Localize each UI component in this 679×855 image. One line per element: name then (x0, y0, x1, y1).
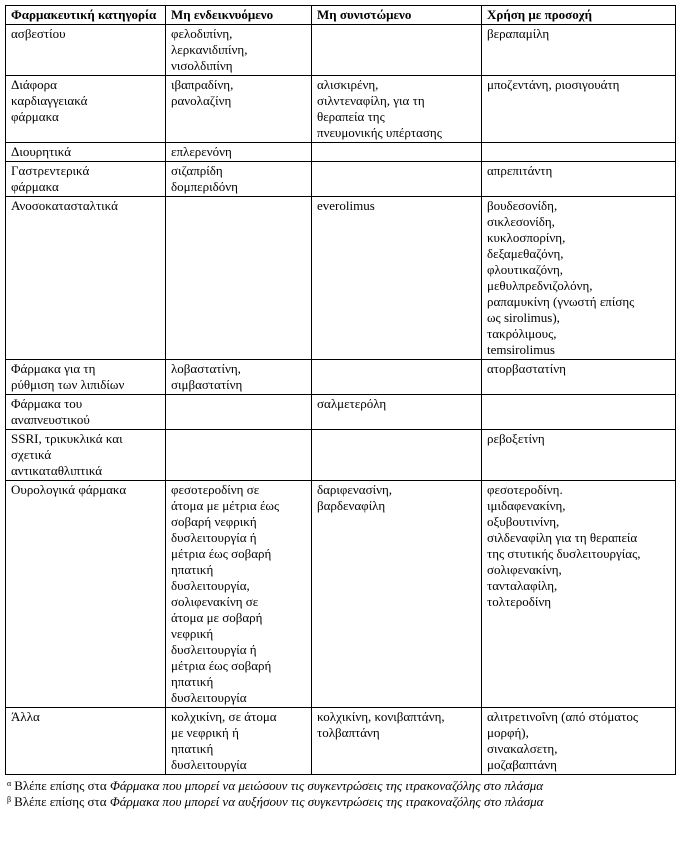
cell-use-with-caution (482, 360, 676, 395)
cell-not-indicated (166, 76, 312, 143)
cell-text: φεσοτεροδίνη. ιμιδαφενακίνη, οξυβουτινίνη, σιλδεναφίλη για τη θεραπεία της στυτικής δυσλειτουργίας, σολιφενακίνη, τανταλαφίλη, τολτεροδίνη (487, 482, 641, 609)
cell-text: Ουρολογικά φάρμακα (11, 482, 127, 497)
cell-use-with-caution (482, 708, 676, 775)
cell-drug-category (6, 143, 166, 162)
cell-drug-category (6, 25, 166, 76)
table-row (6, 481, 676, 708)
cell-text: βουδεσονίδη, σικλεσονίδη, κυκλοσπορίνη, δεξαμεθαζόνη, φλουτικαζόνη, μεθυλπρεδνιζολόνη, ραπαμυκίνη (γνωστή επίσης ως sirolimus), τακρόλιμους, temsirolimus (487, 198, 635, 357)
cell-text: μποζεντάνη, ριοσιγουάτη (487, 77, 620, 92)
cell-text: βεραπαμίλη (487, 26, 550, 41)
footnote-alpha (5, 778, 675, 794)
cell-text: σιζαπρίδη δομπεριδόνη (171, 163, 238, 194)
drug-interaction-table (5, 5, 676, 775)
cell-drug-category (6, 360, 166, 395)
table-row (6, 197, 676, 360)
cell-drug-category (6, 708, 166, 775)
footnote-text: Βλέπε επίσης στα Φάρμακα που μπορεί να μειώσουν τις συγκεντρώσεις της ιτρακοναζόλης στο πλάσμα (14, 778, 544, 793)
document-page (5, 5, 675, 810)
footnote-mark: α (7, 779, 12, 788)
table-row (6, 430, 676, 481)
cell-not-indicated (166, 430, 312, 481)
cell-text: αλιτρετινοΐνη (από στόματος μορφή), σινακαλσετη, μοζαβαπτάνη (487, 709, 638, 772)
cell-not-indicated (166, 143, 312, 162)
cell-drug-category (6, 430, 166, 481)
cell-text: σαλμετερόλη (317, 396, 387, 411)
cell-text: κολχικίνη, κονιβαπτάνη, τολβαπτάνη (317, 709, 445, 740)
header-not-recommended: Μη συνιστώμενο (312, 6, 482, 25)
header-not-indicated: Μη ενδεικνυόμενο (166, 6, 312, 25)
table-row (6, 76, 676, 143)
cell-drug-category (6, 162, 166, 197)
table-body (6, 25, 676, 775)
cell-not-recommended (312, 360, 482, 395)
cell-use-with-caution (482, 25, 676, 76)
cell-text: Φάρμακα για τη ρύθμιση των λιπιδίων (11, 361, 125, 392)
cell-not-recommended (312, 143, 482, 162)
cell-use-with-caution (482, 395, 676, 430)
cell-not-recommended (312, 25, 482, 76)
table-row (6, 162, 676, 197)
header-drug-category: Φαρμακευτική κατηγορία (6, 6, 166, 25)
table-row (6, 360, 676, 395)
cell-use-with-caution (482, 162, 676, 197)
cell-not-indicated (166, 708, 312, 775)
cell-not-indicated (166, 197, 312, 360)
cell-use-with-caution (482, 197, 676, 360)
cell-text: λοβαστατίνη, σιμβαστατίνη (171, 361, 243, 392)
cell-not-indicated (166, 360, 312, 395)
table-header-row (6, 6, 676, 25)
cell-text: δαριφενασίνη, βαρδεναφίλη (317, 482, 393, 513)
cell-not-indicated (166, 162, 312, 197)
cell-use-with-caution (482, 481, 676, 708)
cell-text: ασβεστίου (11, 26, 66, 41)
cell-text: Άλλα (11, 709, 40, 724)
cell-text: κολχικίνη, σε άτομα με νεφρική ή ηπατική δυσλειτουργία (171, 709, 277, 772)
cell-drug-category (6, 395, 166, 430)
cell-text: Διουρητικά (11, 144, 72, 159)
cell-text: ιβαπραδίνη, ρανολαζίνη (171, 77, 234, 108)
cell-text: φελοδιπίνη, λερκανιδιπίνη, νισολδιπίνη (171, 26, 248, 73)
cell-text: επλερενόνη (171, 144, 232, 159)
footnote-mark: β (7, 795, 12, 804)
cell-drug-category (6, 481, 166, 708)
cell-text: φεσοτεροδίνη σε άτομα με μέτρια έως σοβαρή νεφρική δυσλειτουργία ή μέτρια έως σοβαρή ηπατική δυσλειτουργία, σολιφενακίνη σε άτομα με σοβαρή νεφρική δυσλειτουργία ή μέτρια έως σοβαρή ηπατική δυσλειτουργία (171, 482, 280, 705)
footnote-beta (5, 794, 675, 810)
cell-use-with-caution (482, 430, 676, 481)
cell-text: Ανοσοκατασταλτικά (11, 198, 118, 213)
cell-text: SSRI, τρικυκλικά και σχετικά αντικαταθλιπτικά (11, 431, 123, 478)
cell-not-indicated (166, 25, 312, 76)
table-row (6, 395, 676, 430)
table-row (6, 708, 676, 775)
cell-not-indicated (166, 481, 312, 708)
cell-not-indicated (166, 395, 312, 430)
cell-text: ρεβοξετίνη (487, 431, 545, 446)
cell-use-with-caution (482, 76, 676, 143)
cell-not-recommended (312, 481, 482, 708)
footnote-text: Βλέπε επίσης στα Φάρμακα που μπορεί να αυξήσουν τις συγκεντρώσεις της ιτρακοναζόλης στο πλάσμα (14, 794, 544, 809)
cell-not-recommended (312, 197, 482, 360)
cell-use-with-caution (482, 143, 676, 162)
header-use-with-caution: Χρήση με προσοχή (482, 6, 676, 25)
table-row (6, 143, 676, 162)
cell-text: αλισκιρένη, σιλντεναφίλη, για τη θεραπεία της πνευμονικής υπέρτασης (317, 77, 442, 140)
cell-not-recommended (312, 76, 482, 143)
cell-not-recommended (312, 708, 482, 775)
cell-drug-category (6, 76, 166, 143)
cell-text: Διάφορα καρδιαγγειακά φάρμακα (11, 77, 88, 124)
cell-text: απρεπιτάντη (487, 163, 553, 178)
cell-not-recommended (312, 430, 482, 481)
cell-text: Γαστρεντερικά φάρμακα (11, 163, 90, 194)
cell-text: everolimus (317, 198, 375, 213)
cell-text: ατορβαστατίνη (487, 361, 566, 376)
cell-not-recommended (312, 395, 482, 430)
footnotes (5, 778, 675, 810)
cell-text: Φάρμακα του αναπνευστικού (11, 396, 90, 427)
table-row (6, 25, 676, 76)
cell-not-recommended (312, 162, 482, 197)
cell-drug-category (6, 197, 166, 360)
